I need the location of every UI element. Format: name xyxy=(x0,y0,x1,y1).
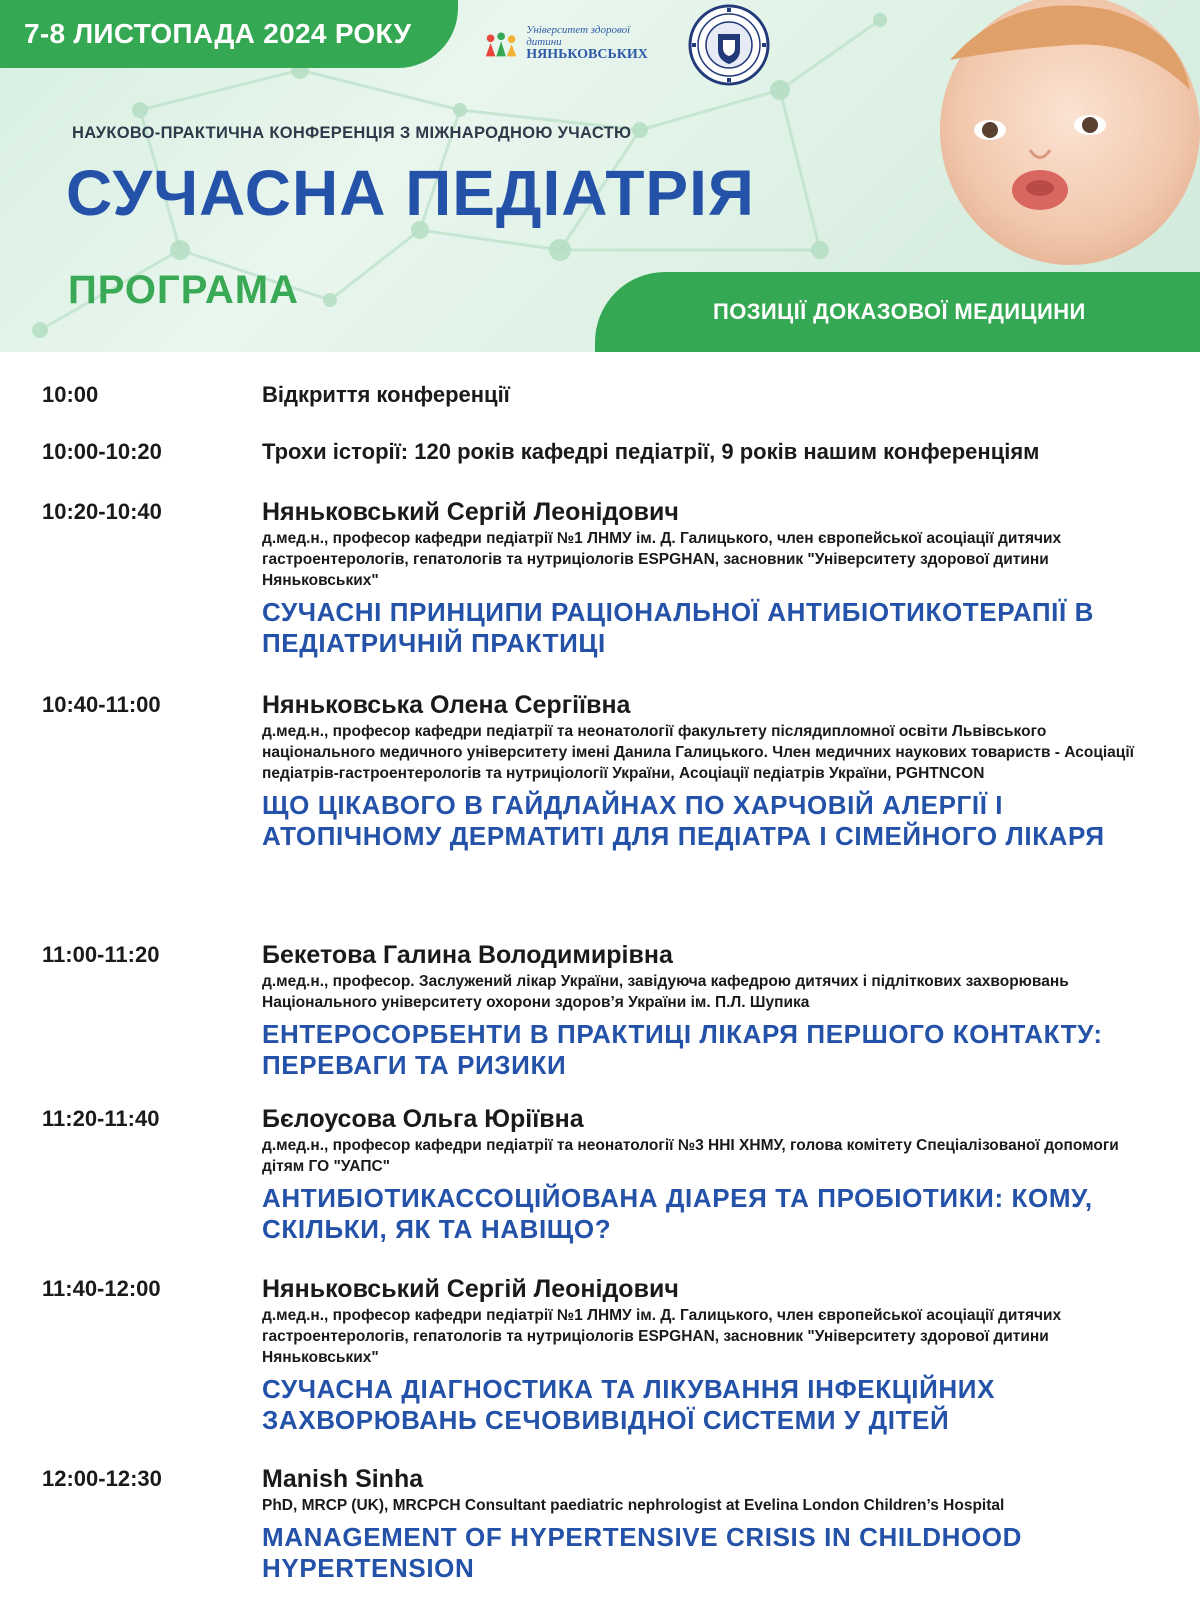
schedule-item xyxy=(0,437,1200,497)
header-banner xyxy=(0,0,1200,352)
conference-subtitle: НАУКОВО-ПРАКТИЧНА КОНФЕРЕНЦІЯ З МІЖНАРОДНОЮ УЧАСТЮ xyxy=(72,124,632,142)
talk-title: ЕНТЕРОСОРБЕНТИ В ПРАКТИЦІ ЛІКАРЯ ПЕРШОГО КОНТАКТУ: ПЕРЕВАГИ ТА РИЗИКИ xyxy=(262,1019,1103,1080)
session-time: 10:40-11:00 xyxy=(42,692,161,717)
speaker-name: Бекетова Галина Володимирівна xyxy=(262,941,673,969)
session-time: 11:40-12:00 xyxy=(42,1276,161,1301)
session-title: Трохи історії: 120 років кафедрі педіатрії, 9 років нашим конференціям xyxy=(262,439,1040,464)
schedule-item xyxy=(0,690,1200,940)
speaker-credentials: д.мед.н., професор кафедри педіатрії №1 ЛНМУ ім. Д. Галицького, член європейської асоціації дитячих гастроентерологів, гепатологів та нутриціологів ESPGHAN, засновник "Університету здорової дитини Няньковських" xyxy=(262,1307,1062,1366)
session-time: 11:20-11:40 xyxy=(42,1106,160,1131)
schedule-list xyxy=(0,380,1200,1584)
speaker-credentials: д.мед.н., професор кафедри педіатрії та неонатології №3 ННІ ХНМУ, голова комітету Спеціалізованої допомоги дітям ГО "УАПС" xyxy=(262,1137,1119,1175)
session-title: Відкриття конференції xyxy=(262,382,510,407)
talk-title: СУЧАСНІ ПРИНЦИПИ РАЦІОНАЛЬНОЇ АНТИБІОТИКОТЕРАПІЇ В ПЕДІАТРИЧНІЙ ПРАКТИЦІ xyxy=(262,597,1094,658)
talk-title: СУЧАСНА ДІАГНОСТИКА ТА ЛІКУВАННЯ ІНФЕКЦІЙНИХ ЗАХВОРЮВАНЬ СЕЧОВИВІДНОЇ СИСТЕМИ У ДІТЕЙ xyxy=(262,1374,996,1435)
evidence-medicine-banner: ПОЗИЦІЇ ДОКАЗОВОЇ МЕДИЦИНИ xyxy=(595,272,1200,352)
talk-title: MANAGEMENT OF HYPERTENSIVE CRISIS IN CHILDHOOD HYPERTENSION xyxy=(262,1522,1022,1583)
session-time: 12:00-12:30 xyxy=(42,1466,162,1491)
schedule-item xyxy=(0,1104,1200,1274)
talk-title: АНТИБІОТИКАССОЦІЙОВАНА ДІАРЕЯ ТА ПРОБІОТИКИ: КОМУ, СКІЛЬКИ, ЯК ТА НАВІЩО? xyxy=(262,1183,1093,1244)
speaker-name: Няньковський Сергій Леонідович xyxy=(262,498,679,526)
speaker-credentials: д.мед.н., професор. Заслужений лікар України, завідуюча кафедрою дитячих і підліткових захворювань Національного університету охорони здоров’я України ім. П.Л. Шупика xyxy=(262,973,1069,1011)
conference-date-badge: 7-8 ЛИСТОПАДА 2024 РОКУ xyxy=(0,0,458,68)
baby-photo-image xyxy=(890,0,1200,268)
speaker-credentials: PhD, MRCP (UK), MRCPCH Consultant paediatric nephrologist at Evelina London Children’s Hospital xyxy=(262,1497,1005,1514)
uni-logo-line2: НЯНЬКОВСЬКИХ xyxy=(526,47,648,63)
speaker-credentials: д.мед.н., професор кафедри педіатрії та неонатології факультету післядипломної освіти Львівського національного медичного університету імені Данила Галицького. Член медичних наукових товариств - Асоціації педіатрів-гастроентерологів та нутриціології України, Асоціації педіатрів України, PGHTNCON xyxy=(262,723,1134,782)
speaker-name: Няньковська Олена Сергіївна xyxy=(262,691,631,719)
schedule-item xyxy=(0,497,1200,690)
schedule-item xyxy=(0,1274,1200,1464)
children-figures-icon xyxy=(482,29,520,59)
talk-title: ЩО ЦІКАВОГО В ГАЙДЛАЙНАХ ПО ХАРЧОВІЙ АЛЕРГІЇ І АТОПІЧНОМУ ДЕРМАТИТІ ДЛЯ ПЕДІАТРА І СІМЕЙНОГО ЛІКАРЯ xyxy=(262,790,1105,851)
conference-title: СУЧАСНА ПЕДІАТРІЯ xyxy=(66,157,755,229)
schedule-item xyxy=(0,1464,1200,1584)
uni-logo-line1: Університет здорової дитини xyxy=(526,24,631,48)
speaker-name: Няньковський Сергій Леонідович xyxy=(262,1275,679,1303)
speaker-credentials: д.мед.н., професор кафедри педіатрії №1 ЛНМУ ім. Д. Галицького, член європейської асоціації дитячих гастроентерологів, гепатологів та нутриціологів ESPGHAN, засновник "Університету здорової дитини Няньковських" xyxy=(262,530,1062,589)
university-seal-icon xyxy=(688,4,770,86)
speaker-name: Бєлоусова Ольга Юріївна xyxy=(262,1105,584,1133)
session-time: 10:00-10:20 xyxy=(42,439,162,464)
session-time: 11:00-11:20 xyxy=(42,942,160,967)
university-logo xyxy=(482,26,662,62)
schedule-item xyxy=(0,940,1200,1104)
session-time: 10:00 xyxy=(42,382,99,407)
speaker-name: Manish Sinha xyxy=(262,1465,424,1493)
schedule-item xyxy=(0,380,1200,437)
session-time: 10:20-10:40 xyxy=(42,499,162,524)
program-heading: ПРОГРАМА xyxy=(68,268,299,312)
